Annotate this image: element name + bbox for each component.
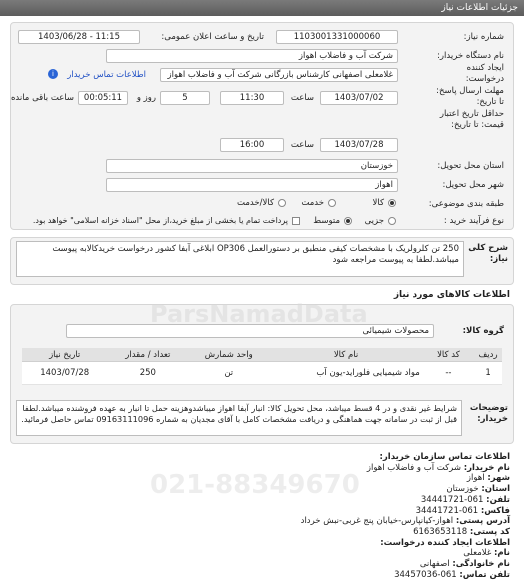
description-text: 250 تن کلرولریک با مشخصات کیفی منطبق بر دستورالعمل OP306 ابلاغی آبفا کشور درخواست خریدکالابه پیوست میباشد.لطفا به پیوست مراجعه شود (16, 241, 464, 277)
category-radio-goods[interactable] (388, 199, 396, 207)
reply-time-field: 11:30 (220, 91, 284, 105)
table-row[interactable] (22, 362, 502, 385)
buyer-contact-block (301, 452, 510, 580)
reply-date-field: 1403/07/02 (320, 91, 398, 105)
creator-contact-line: نام خانوادگی: اصفهانی (419, 559, 510, 570)
delivery-province-label: استان محل تحویل: (437, 161, 504, 171)
buyer-org-label: نام دستگاه خریدار: (437, 51, 504, 61)
goods-group-label: گروه کالا: (462, 326, 504, 336)
cell-name: مواد شیمیایی فلوراید-یون آب (269, 362, 423, 385)
buyer-org-field: شرکت آب و فاضلاب اهواز (106, 49, 398, 63)
requester-field: غلامعلی اصفهانی کارشناس بازرگانی شرکت آب و فاضلاب اهواز (160, 68, 398, 82)
col-date: تاریخ نیاز (22, 348, 107, 362)
buyer-contact-title: اطلاعات تماس سازمان خریدار: (379, 452, 510, 462)
col-row: ردیف (474, 348, 502, 362)
buyer-contact-line: کد پستی: 6163653118 (413, 526, 510, 537)
need-number-label: شماره نیاز: (463, 32, 504, 42)
reply-deadline-label: مهلت ارسال پاسخ: تا تاریخ: (436, 86, 504, 107)
buyer-notes-label: توضیحات خریدار: (469, 403, 508, 424)
goods-table (22, 348, 502, 385)
goods-section-title: اطلاعات کالاهای مورد نیاز (393, 290, 510, 300)
announce-datetime-field: 1403/06/28 - 11:15 (18, 30, 140, 44)
buyer-contact-line: استان: خوزستان (446, 484, 510, 495)
buyer-contact-line: فاکس: 061-34441721 (415, 505, 510, 516)
creator-contact-title: اطلاعات ایجاد کننده درخواست: (380, 537, 510, 548)
remaining-time-label: ساعت باقی مانده (10, 93, 74, 103)
buyer-contact-link[interactable]: اطلاعات تماس خریدار (67, 70, 146, 80)
buyer-notes-text: شرایط غیر نقدی و در 4 قسط میباشد، محل تحویل کالا: انبار آبفا اهواز میباشدوهزینه حمل تا انبار به عهده فروشنده میباشد.لطفا قبل از ثبت در سامانه جهت هماهنگی و دریافت مشخصات کامل با آقای مجدیان به شماره 09163111096 تماس حاصل فرمائید. (16, 400, 462, 436)
category-goods-label: کالا (372, 198, 384, 208)
category-label: طبقه بندی موضوعی: (428, 199, 504, 209)
requester-label: ایجاد کننده درخواست: (465, 63, 504, 84)
cell-row: 1 (474, 362, 502, 385)
price-validity-date-field: 1403/07/28 (320, 138, 398, 152)
creator-contact-line: نام: غلامعلی (463, 548, 510, 559)
treasury-checkbox[interactable] (292, 217, 300, 225)
buyer-contact-line: شهر: اهواز (466, 473, 510, 484)
reply-time-label: ساعت (290, 93, 314, 103)
col-name: نام کالا (269, 348, 423, 362)
treasury-note: پرداخت تمام یا بخشی از مبلغ خرید،از محل "اسناد خزانه اسلامی" خواهد بود. (32, 216, 288, 225)
process-minor-label: جزیی (364, 216, 384, 226)
col-qty: تعداد / مقدار (107, 348, 188, 362)
process-radio-minor[interactable] (388, 217, 396, 225)
remaining-days-label: روز و (136, 93, 156, 103)
need-number-field: 1103001331000060 (276, 30, 398, 44)
category-service-label: خدمت (301, 198, 324, 208)
category-radio-service[interactable] (328, 199, 336, 207)
cell-qty: 250 (107, 362, 188, 385)
process-radio-medium[interactable] (344, 217, 352, 225)
remaining-days-field: 5 (160, 91, 210, 105)
process-type-label: نوع فرآیند خرید : (443, 216, 504, 226)
buyer-contact-line: تلفن: 061-34441721 (420, 494, 510, 505)
category-goods-service-label: کالا/خدمت (237, 198, 274, 208)
goods-table-header (22, 348, 502, 362)
creator-contact-line: تلفن تماس: 061-34457036 (394, 569, 510, 580)
process-medium-label: متوسط (313, 216, 340, 226)
delivery-province-field: خوزستان (106, 159, 398, 173)
delivery-city-field: اهواز (106, 178, 398, 192)
cell-code: -- (423, 362, 474, 385)
price-validity-time-label: ساعت (290, 140, 314, 150)
watermark-phone: 021-88349670 (150, 470, 360, 500)
category-radio-goods-service[interactable] (278, 199, 286, 207)
col-code: کد کالا (423, 348, 474, 362)
goods-group-field: محصولات شیمیائی (66, 324, 434, 338)
buyer-contact-line: آدرس پستی: اهواز-کیانپارس-خیابان پنج غربی-نبش خرداد (300, 516, 510, 527)
col-unit: واحد شمارش (188, 348, 269, 362)
buyer-contact-line: نام خریدار: شرکت آب و فاضلاب اهواز (366, 462, 510, 473)
watermark-brand: ParsNamadData (150, 300, 368, 328)
window-title: جزئیات اطلاعات نیاز (0, 0, 524, 16)
remaining-time-field: 00:05:11 (78, 91, 128, 105)
cell-unit: تن (188, 362, 269, 385)
price-validity-label: حداقل تاریخ اعتبار قیمت: تا تاریخ: (439, 109, 504, 130)
cell-date: 1403/07/28 (22, 362, 107, 385)
price-validity-time-field: 16:00 (220, 138, 284, 152)
announce-datetime-label: تاریخ و ساعت اعلان عمومی: (161, 32, 264, 42)
delivery-city-label: شهر محل تحویل: (442, 180, 504, 190)
description-label: شرح کلی نیاز: (468, 243, 508, 264)
info-icon: i (48, 69, 58, 79)
